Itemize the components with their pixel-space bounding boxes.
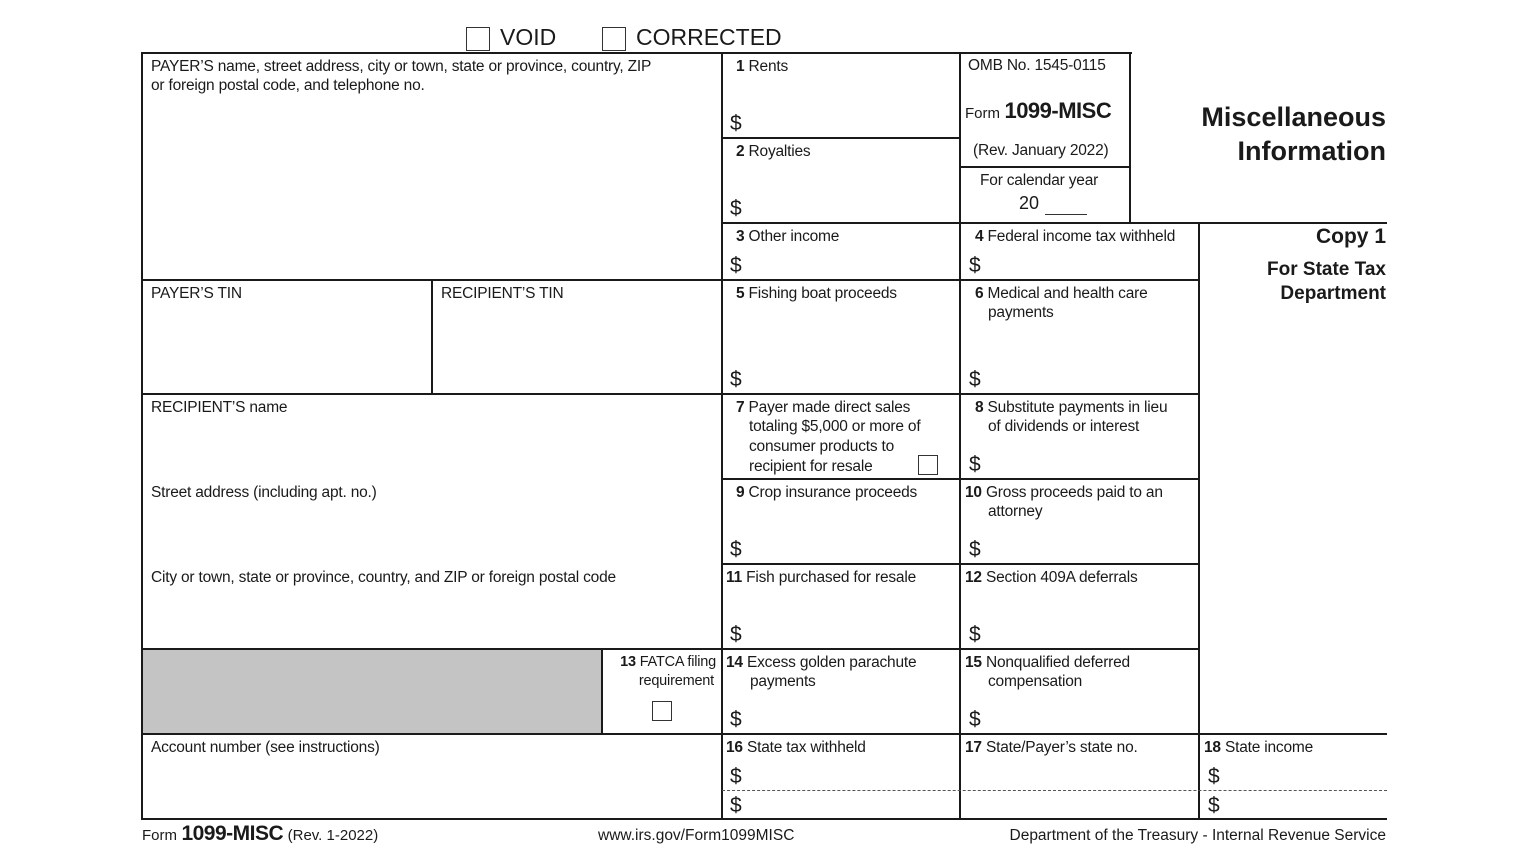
payer-name-label-2: or foreign postal code, and telephone no. — [151, 77, 425, 94]
box9-label: 9 Crop insurance proceeds — [736, 484, 918, 501]
box16-state-tax-field-1[interactable] — [748, 762, 956, 789]
box15-label-2: compensation — [988, 673, 1083, 690]
box18-dollar-1: $ — [1208, 765, 1220, 788]
box12-label: 12 Section 409A deferrals — [965, 569, 1138, 586]
copy-description — [1210, 258, 1386, 306]
box7-label-3: consumer products to — [749, 438, 895, 455]
copy-description-line-2: Department — [1280, 283, 1386, 304]
form-id: Form 1099-MISC — [965, 98, 1112, 123]
box13-fatca-checkbox[interactable] — [652, 701, 672, 721]
box11-label: 11 Fish purchased for resale — [726, 569, 916, 586]
box14-label-2: payments — [750, 673, 816, 690]
recipient-tin-field[interactable] — [435, 305, 719, 390]
payer-tin-field[interactable] — [145, 305, 429, 390]
void-label: VOID — [500, 24, 557, 50]
omb-number: OMB No. 1545-0115 — [968, 57, 1106, 74]
box10-label-2: attorney — [988, 503, 1043, 520]
box10-label: 10 Gross proceeds paid to an — [965, 484, 1163, 501]
box15-dollar: $ — [969, 708, 981, 731]
recipient-name-field[interactable] — [145, 418, 719, 480]
box17-state-no-field-2[interactable] — [963, 793, 1195, 817]
recipient-name-label: RECIPIENT’S name — [151, 399, 288, 416]
form-title-line-2: Information — [1237, 136, 1386, 166]
box2-label: 2 Royalties — [736, 143, 811, 160]
box9-crop-insurance-field[interactable] — [748, 520, 956, 560]
recipient-tin-label: RECIPIENT’S TIN — [441, 285, 564, 302]
box10-dollar: $ — [969, 538, 981, 561]
payer-name-field[interactable] — [145, 98, 719, 276]
box8-substitute-payments-field[interactable] — [987, 440, 1195, 476]
box2-dollar: $ — [730, 197, 742, 220]
box7-label-2: totaling $5,000 or more of — [749, 418, 921, 435]
box4-label: 4 Federal income tax withheld — [975, 228, 1176, 245]
corrected-checkbox[interactable] — [602, 27, 626, 51]
box8-label-2: of dividends or interest — [988, 418, 1140, 435]
box15-label: 15 Nonqualified deferred — [965, 654, 1130, 671]
box13-label: 13 FATCA filing — [620, 654, 716, 670]
box18-label: 18 State income — [1204, 739, 1314, 756]
form-revision: (Rev. January 2022) — [973, 142, 1109, 159]
recipient-street-field[interactable] — [145, 503, 719, 565]
box3-other-income-field[interactable] — [748, 248, 956, 276]
payer-tin-label: PAYER’S TIN — [151, 285, 242, 302]
footer-form-id: Form 1099-MISC (Rev. 1-2022) — [142, 822, 379, 845]
box11-dollar: $ — [730, 623, 742, 646]
box1-dollar: $ — [730, 112, 742, 135]
box1-rents-field[interactable] — [748, 100, 956, 134]
box7-label: 7 Payer made direct sales — [736, 399, 911, 416]
box16-dollar-2: $ — [730, 794, 742, 817]
copy-label: Copy 1 — [1315, 225, 1386, 248]
corrected-label: CORRECTED — [636, 24, 782, 50]
calendar-year-field[interactable] — [1045, 196, 1087, 215]
box4-federal-tax-field[interactable] — [987, 248, 1195, 276]
box5-dollar: $ — [730, 368, 742, 391]
box6-dollar: $ — [969, 368, 981, 391]
box3-label: 3 Other income — [736, 228, 840, 245]
shaded-area — [143, 650, 601, 733]
calendar-year-label: For calendar year — [980, 172, 1099, 189]
box5-fishing-boat-field[interactable] — [748, 330, 956, 390]
box9-dollar: $ — [730, 538, 742, 561]
box8-label: 8 Substitute payments in lieu — [975, 399, 1168, 416]
box1-label: 1 Rents — [736, 58, 789, 75]
footer-agency: Department of the Treasury - Internal Revenue Service — [1009, 827, 1386, 844]
box16-label: 16 State tax withheld — [726, 739, 866, 756]
box13-label-2: requirement — [638, 673, 714, 689]
payer-name-label: PAYER’S name, street address, city or town, state or province, country, ZIP — [151, 58, 652, 75]
box18-state-income-field-2[interactable] — [1226, 793, 1386, 817]
box18-state-income-field-1[interactable] — [1226, 762, 1386, 789]
box12-dollar: $ — [969, 623, 981, 646]
calendar-year: 20 — [1019, 193, 1040, 213]
box5-label: 5 Fishing boat proceeds — [736, 285, 897, 302]
box7-checkbox[interactable] — [918, 455, 938, 475]
form-title — [1150, 100, 1386, 168]
box4-dollar: $ — [969, 254, 981, 277]
copy-description-line-1: For State Tax — [1267, 259, 1386, 280]
box12-409a-field[interactable] — [987, 600, 1195, 645]
form-title-line-1: Miscellaneous — [1201, 102, 1386, 132]
box15-deferred-comp-field[interactable] — [987, 695, 1195, 731]
box17-state-no-field-1[interactable] — [963, 762, 1195, 789]
box14-label: 14 Excess golden parachute — [726, 654, 917, 671]
recipient-city-field[interactable] — [145, 588, 719, 645]
box3-dollar: $ — [730, 254, 742, 277]
account-number-label: Account number (see instructions) — [151, 739, 380, 756]
recipient-city-label: City or town, state or province, country, and ZIP or foreign postal code — [151, 569, 616, 586]
box16-state-tax-field-2[interactable] — [748, 793, 956, 817]
box7-label-4: recipient for resale — [749, 458, 873, 475]
box6-label-2: payments — [988, 304, 1054, 321]
box6-label: 6 Medical and health care — [975, 285, 1148, 302]
box6-medical-field[interactable] — [987, 330, 1195, 390]
box14-golden-parachute-field[interactable] — [748, 695, 956, 731]
account-number-field[interactable] — [145, 760, 719, 816]
recipient-street-label: Street address (including apt. no.) — [151, 484, 377, 501]
void-checkbox[interactable] — [466, 27, 490, 51]
box18-dollar-2: $ — [1208, 794, 1220, 817]
box16-dollar-1: $ — [730, 765, 742, 788]
box11-fish-purchased-field[interactable] — [748, 600, 956, 645]
box17-label: 17 State/Payer’s state no. — [965, 739, 1138, 756]
box2-royalties-field[interactable] — [748, 185, 956, 219]
box14-dollar: $ — [730, 708, 742, 731]
box8-dollar: $ — [969, 453, 981, 476]
footer-url[interactable]: www.irs.gov/Form1099MISC — [598, 827, 795, 844]
box10-attorney-field[interactable] — [987, 525, 1195, 561]
